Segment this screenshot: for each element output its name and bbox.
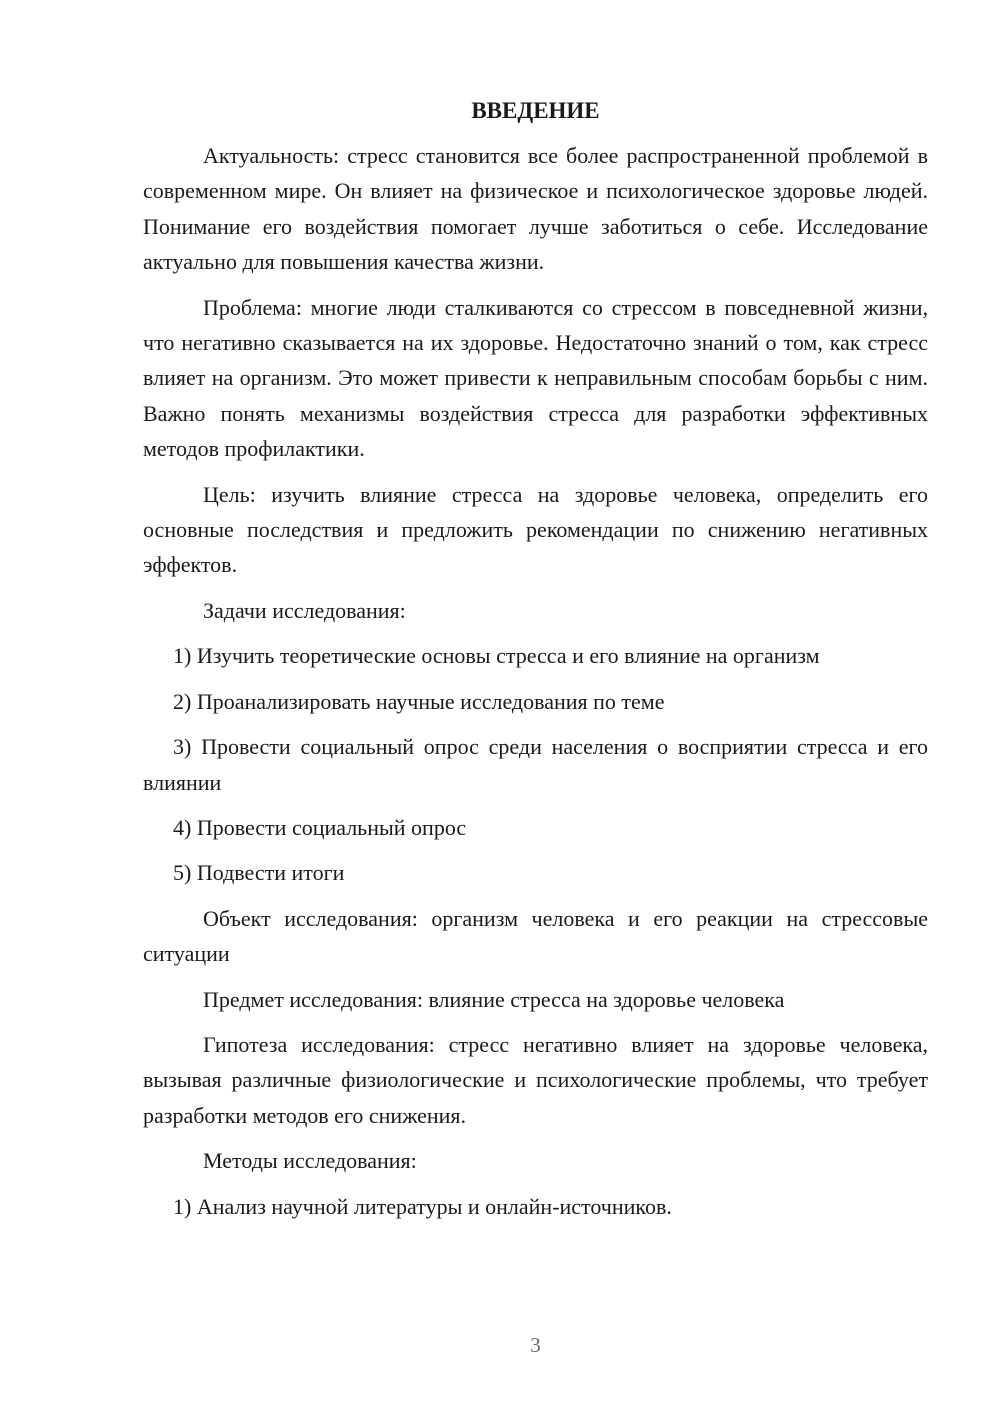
subject-paragraph: Предмет исследования: влияние стресса на здоровье человека [203, 986, 785, 1012]
task-item-3: 3) Провести социальный опрос среди населения о восприятии стресса и его влиянии [143, 734, 928, 795]
document-title: ВВЕДЕНИЕ [471, 98, 600, 123]
object-paragraph: Объект исследования: организм человека и его реакции на стрессовые ситуации [143, 905, 928, 967]
problem-paragraph: Проблема: многие люди сталкиваются со стрессом в повседневной жизни, что негативно сказывается на их здоровье. Недостаточно знаний о том, как стресс влияет на организм. Это может привести к неправильным способам борьбы с ним. Важно понять механизмы воздействия стресса для разработки эффективных методов профилактики. [143, 294, 928, 462]
relevance-paragraph: Актуальность: стресс становится все более распространенной проблемой в современном мире. Он влияет на физическое и психологическое здоровье людей. Понимание его воздействия помогает лучше заботиться о себе. Исследование актуально для повышения качества жизни. [143, 143, 928, 275]
task-item-4: 4) Провести социальный опрос [173, 814, 467, 840]
method-item-1: 1) Анализ научной литературы и онлайн-источников. [173, 1193, 672, 1219]
document-page [143, 96, 928, 1234]
methods-heading: Методы исследования: [203, 1148, 417, 1174]
tasks-heading: Задачи исследования: [203, 597, 406, 623]
task-item-1: 1) Изучить теоретические основы стресса и его влияние на организм [173, 643, 820, 669]
task-item-5: 5) Подвести итоги [173, 860, 345, 886]
task-item-2: 2) Проанализировать научные исследования по теме [173, 688, 665, 714]
goal-paragraph: Цель: изучить влияние стресса на здоровье человека, определить его основные последствия и предложить рекомендации по снижению негативных эффектов. [143, 481, 928, 578]
hypothesis-paragraph: Гипотеза исследования: стресс негативно влияет на здоровье человека, вызывая различные физиологические и психологические проблемы, что требует разработки методов его снижения. [143, 1031, 928, 1128]
page-number: 3 [530, 1333, 541, 1357]
